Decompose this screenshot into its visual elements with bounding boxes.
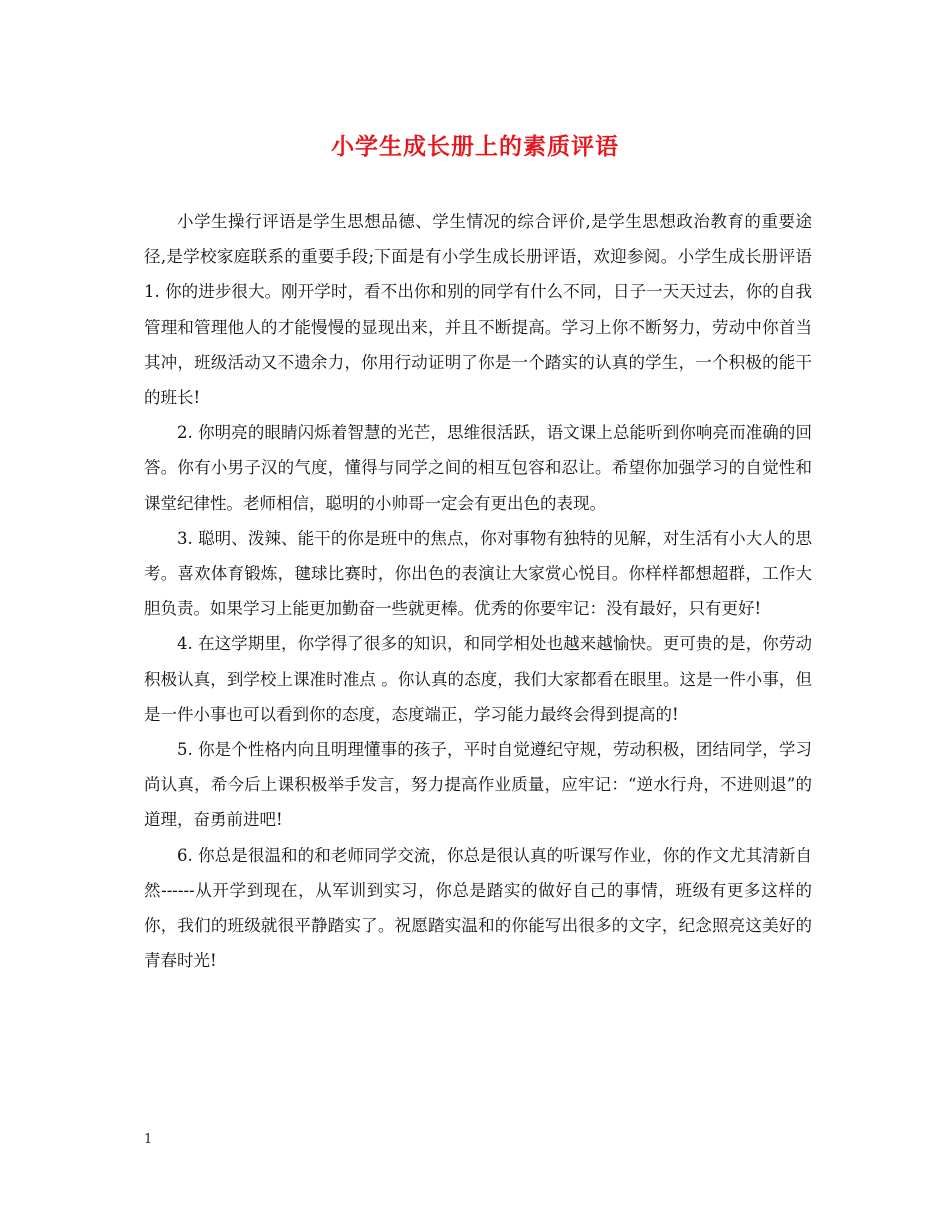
paragraph-comment-3: 3. 聪明、泼辣、能干的你是班中的焦点，你对事物有独特的见解，对生活有小大人的思考。喜欢体育锻炼，毽球比赛时，你出色的表演让大家赏心悦目。你样样都想超群，工作大胆负责。如果学习上能更加勤奋一些就更棒。优秀的你要牢记：没有最好，只有更好! bbox=[144, 528, 812, 619]
paragraph-comment-4: 4. 在这学期里，你学得了很多的知识，和同学相处也越来越愉快。更可贵的是，你劳动积极认真，到学校上课准时准点 。你认真的态度，我们大家都看在眼里。这是一件小事，但是一件小事也可以看到你的态度，态度端正，学习能力最终会得到提高的! bbox=[144, 634, 812, 724]
paragraph-comment-6: 6. 你总是很温和的和老师同学交流，你总是很认真的听课写作业，你的作文尤其清新自然------从开学到现在，从军训到实习，你总是踏实的做好自己的事情，班级有更多这样的你，我们的班级就很平静踏实了。祝愿踏实温和的你能写出很多的文字，纪念照亮这美好的青春时光! bbox=[144, 845, 812, 971]
page-number: 1 bbox=[144, 1132, 153, 1147]
paragraph-comment-5: 5. 你是个性格内向且明理懂事的孩子，平时自觉遵纪守规，劳动积极，团结同学，学习尚认真，希今后上课积极举手发言，努力提高作业质量，应牢记：“逆水行舟，不进则退”的道理，奋勇前进吧! bbox=[144, 740, 812, 830]
paragraph-comment-2: 2. 你明亮的眼睛闪烁着智慧的光芒，思维很活跃，语文课上总能听到你响亮而准确的回答。你有小男子汉的气度，懂得与同学之间的相互包容和忍让。希望你加强学习的自觉性和课堂纪律性。老师相信，聪明的小帅哥一定会有更出色的表现。 bbox=[144, 423, 812, 513]
document-title: 小学生成长册上的素质评语 bbox=[331, 133, 619, 160]
paragraph-intro: 小学生操行评语是学生思想品德、学生情况的综合评价,是学生思想政治教育的重要途径,是学校家庭联系的重要手段;下面是有小学生成长册评语，欢迎参阅。小学生成长册评语 1. 你的进步很大。刚开学时，看不出你和别的同学有什么不同，日子一天天过去，你的自我管理和管理他人的才能慢慢的显现出来，并且不断提高。学习上你不断努力，劳动中你首当其冲，班级活动又不遗余力，你用行动证明了你是一个踏实的认真的学生，一个积极的能干的班长! bbox=[144, 212, 845, 408]
document-body bbox=[144, 204, 845, 978]
